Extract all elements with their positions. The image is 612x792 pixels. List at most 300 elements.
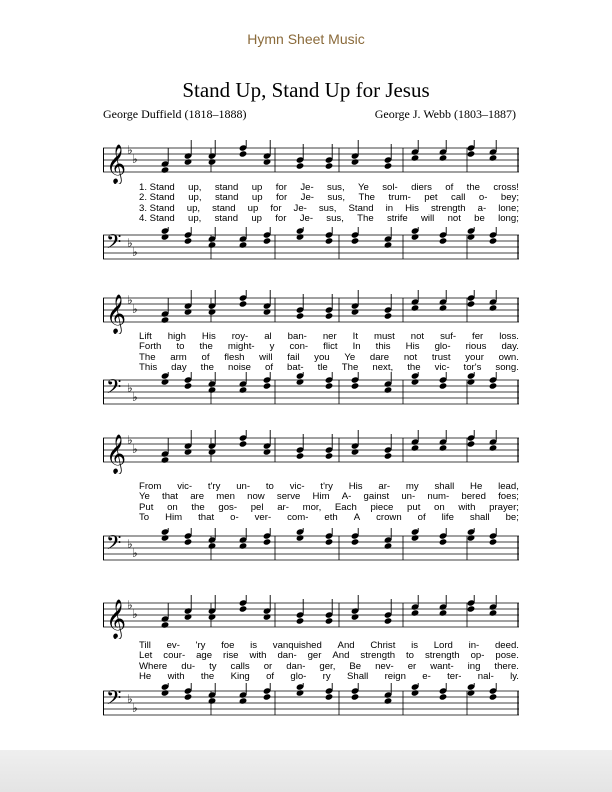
note-head [263,382,272,389]
note-head [161,456,170,463]
lyric-syllable: t'ry [207,481,221,492]
note-head [325,237,334,244]
lyric-syllable: tle [317,362,328,374]
lyric-syllable: ban- [287,331,307,342]
lyric-syllable: for [276,192,288,204]
note-head [263,693,272,700]
lyric-syllable: prayer; [489,501,519,513]
note-head [439,693,448,700]
flat-icon: ♭ [132,152,138,166]
lyric-syllable: noise [228,362,251,374]
lyric-syllable: suf- [440,331,457,342]
flat-icon: ♭ [132,442,138,456]
note-head [239,697,248,704]
note-head [296,312,305,319]
composer-credit: George J. Webb (1803–1887) [374,107,516,121]
note-head [411,689,420,696]
lyric-syllable: His [405,202,419,214]
lyric-syllable: Je- [300,192,314,204]
flat-icon: ♭ [127,537,133,551]
lyric-syllable: fer [472,331,484,342]
lyric-syllable: Christ [370,640,396,651]
lyric-syllable: It [352,331,359,342]
bass-clef-icon: 𝄢 [106,686,122,714]
note-head [208,308,217,315]
lyric-syllable: pet [424,192,438,204]
note-head [351,693,360,700]
lyric-syllable: His [405,341,420,353]
note-head [239,241,248,248]
lyric-syllable: for [270,202,282,214]
note-head [411,609,420,616]
lyric-syllable: Ye [358,182,369,193]
note-head [296,378,305,385]
lyric-syllable: vanquished [272,640,322,651]
lyric-syllable: piece [370,501,394,513]
lyric-syllable: vic- [177,481,193,492]
note-head [467,378,476,385]
lyric-syllable: that [198,512,215,524]
note-head [239,386,248,393]
lyric-syllable: eth [324,512,338,524]
note-head [208,241,217,248]
note-head [184,448,193,455]
lyric-syllable: there. [494,660,519,672]
bass-clef-icon: 𝄢 [106,375,122,403]
lyric-syllable: nev- [375,660,394,672]
note-head [239,542,248,549]
lyric-syllable: up, [186,202,201,214]
lyric-syllable: trum- [388,192,411,204]
lyric-syllable: up [251,182,263,193]
lyric-syllable: pose. [495,650,519,662]
lyric-syllable: up, [188,192,202,204]
lyrics-block-3 [139,482,519,524]
lyric-syllable: Him [312,491,330,503]
note-head [325,162,334,169]
lyric-syllable: this [375,341,391,353]
note-head [161,166,170,173]
note-head [439,382,448,389]
lyric-syllable: the [191,501,205,513]
lyric-syllable: flesh [224,351,245,363]
flat-icon: ♭ [127,381,133,395]
note-head [161,316,170,323]
lyric-syllable: ger [307,650,322,662]
lyric-syllable: rious [465,341,487,353]
note-head [467,300,476,307]
lyric-syllable: stand [214,192,239,204]
lyric-syllable: sus, [326,213,344,225]
lyrics-block-1 [139,183,519,225]
lyric-syllable: flict [323,341,338,353]
lyric-syllable: stand [214,182,239,193]
note-head [351,158,360,165]
lyric-syllable: ver- [254,512,272,524]
lyric-syllable: Lord [433,640,453,651]
lyric-syllable: Lift [139,331,152,342]
lyric-syllable: the [407,362,421,374]
note-head [208,386,217,393]
lyric-syllable: with [167,671,185,683]
lyric-syllable: e- [422,671,431,683]
note-head [161,378,170,385]
lyric-syllable: next, [372,362,394,374]
lyric-syllable: 3. Stand [139,202,175,214]
lyric-syllable: And [337,640,355,651]
lyric-syllable: to [406,650,415,662]
lyric-syllable: foes; [498,491,519,503]
lyric-syllable: Je- [293,202,307,214]
lyric-syllable: He [470,481,483,492]
lyric-syllable: o- [230,512,239,524]
lyric-syllable: To [139,512,150,524]
lyric-syllable: day [171,362,187,374]
lyric-syllable: bat- [287,362,304,374]
note-head [184,158,193,165]
lyric-syllable: of [201,351,210,363]
note-head [489,304,498,311]
flat-icon: ♭ [132,245,138,259]
lyric-syllable: for [275,213,287,225]
author-credit: George Duffield (1818–1888) [103,107,247,121]
lyric-syllable: y [269,341,275,353]
lyric-syllable: shall [469,512,490,524]
flat-icon: ♭ [127,293,133,307]
lyric-syllable: not [403,351,418,363]
note-head [489,444,498,451]
lyric-syllable: t'ry [320,481,333,492]
lyric-syllable: dare [369,351,390,363]
note-head [351,382,360,389]
treble-clef-icon: 𝄞 [106,599,127,639]
lyric-syllable: He [139,671,152,683]
lyric-syllable: o- [478,192,488,204]
flat-icon: ♭ [132,607,138,621]
lyric-syllable: cour- [163,650,186,662]
lyric-syllable: A- [341,491,352,503]
lyric-syllable: or [263,660,273,672]
lyric-syllable: the [466,182,480,193]
flat-icon: ♭ [132,302,138,316]
lyric-syllable: be [474,213,485,225]
lyric-syllable: num- [427,491,450,503]
lyric-syllable: dan- [277,650,297,662]
note-head [467,534,476,541]
bass-staff [103,528,519,572]
lyric-syllable: to [265,481,274,492]
note-head [325,382,334,389]
lyric-syllable: the [199,341,213,353]
note-head [411,304,420,311]
note-head [384,162,393,169]
lyric-syllable: with [249,650,267,662]
lyric-syllable: bered [461,491,486,503]
note-head [184,613,193,620]
lyric-syllable: In [352,341,361,353]
note-head [263,613,272,620]
lyric-syllable: ty [209,660,217,672]
lyric-syllable: on [167,501,178,513]
lyric-syllable: diers [411,182,432,193]
note-head [184,382,193,389]
note-head [489,609,498,616]
bass-staff [103,372,519,416]
flat-icon: ♭ [132,701,138,715]
lyric-syllable: ing [467,660,481,672]
note-head [208,542,217,549]
lyric-syllable: ter- [447,671,462,683]
lyric-syllable: must [373,331,395,342]
note-head [411,378,420,385]
lyric-syllable: bey; [500,192,519,204]
note-head [325,538,334,545]
music-system-3 [103,430,519,570]
flat-icon: ♭ [132,546,138,560]
lyric-syllable: up, [188,182,202,193]
note-head [351,308,360,315]
note-head [208,158,217,165]
note-head [296,534,305,541]
note-head [384,617,393,624]
lyric-syllable: crown [376,512,402,524]
lyric-syllable: that [162,491,179,503]
lyric-syllable: life [441,512,454,524]
lyric-syllable: His [348,481,363,492]
note-head [263,308,272,315]
lyric-syllable: This [139,362,158,374]
note-head [384,542,393,549]
note-head [411,154,420,161]
lyric-syllable: His [201,331,216,342]
note-head [184,237,193,244]
lyric-syllable: tor's [463,362,482,374]
note-head [161,534,170,541]
lyric-syllable: now [247,491,265,503]
lyric-syllable: 2. Stand [139,192,175,204]
lyric-syllable: the [200,671,215,683]
note-head [325,693,334,700]
treble-clef-icon: 𝄞 [106,434,127,474]
note-head [439,444,448,451]
note-head [489,538,498,545]
lyric-syllable: gos- [218,501,238,513]
lyric-syllable: not [447,213,461,225]
lyric-syllable: up [251,213,262,225]
lyric-syllable: The [358,192,375,204]
flat-icon: ♭ [127,143,133,157]
note-head [296,452,305,459]
lyric-syllable: day. [501,341,519,353]
lyric-syllable: foe [221,640,235,651]
lyric-line [139,353,519,363]
note-head [351,613,360,620]
lyric-syllable: ner [322,331,337,342]
note-head [384,312,393,319]
note-head [263,158,272,165]
note-head [296,233,305,240]
lyric-syllable: Forth [139,341,162,353]
lyric-syllable: you [314,351,330,363]
lyric-syllable: con- [289,341,309,353]
lyric-syllable: Je- [299,213,314,225]
lyric-syllable: reign [384,671,406,683]
note-head [411,444,420,451]
note-head [208,448,217,455]
lyric-syllable: Put [139,501,154,513]
note-head [489,382,498,389]
lyric-syllable: call [451,192,466,204]
lyric-syllable: Shall [346,671,369,683]
lyric-syllable: gainst [363,491,390,503]
site-title: Hymn Sheet Music [247,31,365,47]
note-head [489,693,498,700]
treble-clef-icon: 𝄞 [106,144,127,184]
lyric-syllable: Him [165,512,183,524]
lyric-syllable: in- [468,640,480,651]
note-head [161,621,170,628]
lyric-syllable: The [139,351,156,363]
lyric-syllable: ger, [319,660,336,672]
lyric-syllable: stand [212,202,236,214]
lyric-syllable: sol- [382,182,398,193]
lyric-syllable: pel [250,501,264,513]
lyric-syllable: Ye [344,351,356,363]
lyric-syllable: dan- [286,660,306,672]
bass-clef-icon: 𝄢 [106,230,122,258]
lyric-syllable: nal- [477,671,494,683]
lyric-syllable: own. [498,351,519,363]
lyric-syllable: mor, [302,501,322,513]
lyrics-block-4 [139,641,519,683]
lyric-syllable: is [250,640,258,651]
note-head [208,613,217,620]
note-head [384,241,393,248]
lyric-syllable: ry [322,671,331,683]
lyric-syllable: ly. [510,671,519,683]
lyric-syllable: cross! [493,182,519,193]
lyric-syllable: song. [495,362,519,374]
note-head [489,237,498,244]
lyric-line [139,513,519,523]
lyric-syllable: glo- [290,671,307,683]
lyric-syllable: high [167,331,186,342]
note-head [263,237,272,244]
lyric-syllable: stand [214,213,239,225]
lyric-syllable: for [275,182,287,193]
lyric-syllable: King [230,671,250,683]
lyric-syllable: strife [386,213,408,225]
lyric-syllable: Ye [139,491,150,503]
note-head [184,308,193,315]
lyric-syllable: Je- [300,182,314,193]
lyric-syllable: Each [334,501,357,513]
lyric-syllable: my [405,481,419,492]
lyric-syllable: loss. [499,331,519,342]
treble-staff [103,290,519,334]
note-head [467,150,476,157]
lyric-syllable: fail [287,351,300,363]
lyric-syllable: on [434,501,445,513]
lyric-syllable: glo- [434,341,451,353]
lyric-syllable: strength [430,202,466,214]
note-head [467,689,476,696]
note-head [439,154,448,161]
lyric-syllable: up, [188,213,202,225]
note-head [296,162,305,169]
note-head [239,605,248,612]
lyric-syllable: shall [434,481,455,492]
lyric-syllable: long; [498,213,519,225]
lyric-syllable: 'ry [195,640,206,651]
note-head [411,233,420,240]
flat-icon: ♭ [132,390,138,404]
lyric-syllable: ar- [277,501,289,513]
lyric-syllable: the [200,362,214,374]
note-head [439,304,448,311]
lyric-syllable: might- [227,341,255,353]
lyric-syllable: lead, [498,481,519,492]
note-head [208,697,217,704]
lyric-syllable: want- [430,660,454,672]
note-head [411,534,420,541]
note-head [239,440,248,447]
lyric-syllable: Stand [348,202,374,214]
lyric-syllable: vic- [289,481,305,492]
lyric-syllable: un- [401,491,416,503]
note-head [263,448,272,455]
flat-icon: ♭ [127,692,133,706]
lyric-syllable: er [407,660,417,672]
treble-staff [103,595,519,639]
lyrics-block-2 [139,332,519,374]
lyric-syllable: up [247,202,259,214]
lyric-syllable: will [420,213,435,225]
note-head [467,605,476,612]
note-head [161,689,170,696]
hymn-title: Stand Up, Stand Up for Jesus [182,78,430,102]
flat-icon: ♭ [127,598,133,612]
note-head [384,386,393,393]
lyric-syllable: your [465,351,484,363]
music-system-2 [103,290,519,410]
lyric-syllable: is [411,640,418,651]
lyric-syllable: age [196,650,213,662]
bass-staff [103,227,519,271]
note-head [351,448,360,455]
lyric-syllable: be; [505,512,519,524]
lyric-syllable: of [417,512,426,524]
note-head [184,693,193,700]
flat-icon: ♭ [127,236,133,250]
lyric-syllable: rise [223,650,239,662]
note-head [296,689,305,696]
lyric-syllable: of [445,182,454,193]
lyric-line [139,214,519,224]
note-head [325,452,334,459]
lyric-syllable: A [353,512,361,524]
lyric-syllable: roy- [231,331,249,342]
note-head [439,237,448,244]
lyric-syllable: du- [181,660,196,672]
lyric-syllable: al [264,331,272,342]
lyric-syllable: up [251,192,263,204]
lyric-syllable: Till [139,640,151,651]
music-system-4 [103,595,519,720]
note-head [351,538,360,545]
lyric-syllable: un- [236,481,251,492]
treble-clef-icon: 𝄞 [106,294,127,334]
